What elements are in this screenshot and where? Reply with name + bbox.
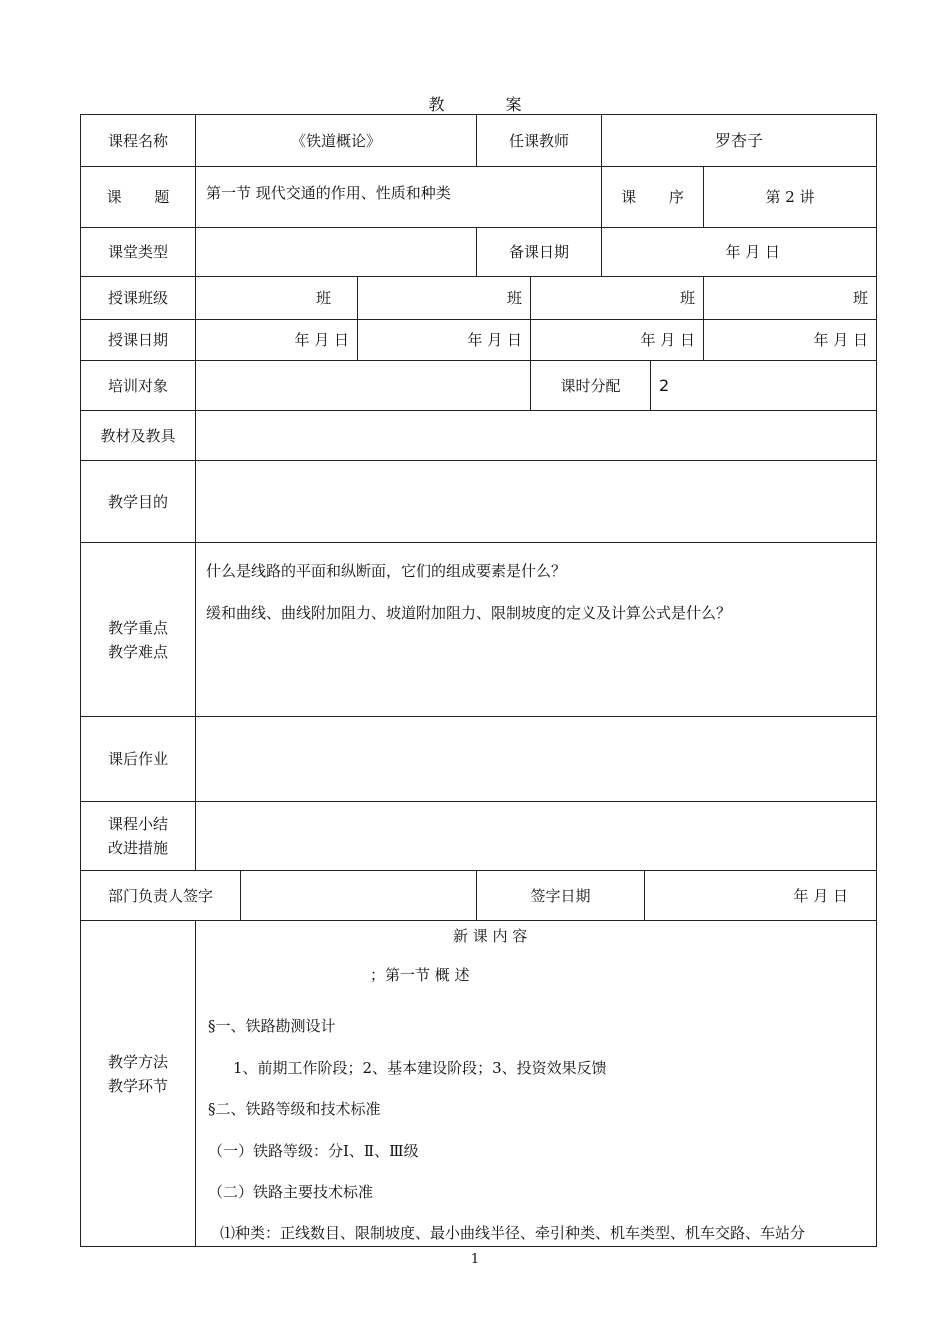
content-line: 1、前期工作阶段；2、基本建设阶段；3、投资效果反馈 — [233, 1059, 607, 1077]
content-line: §一、铁路勘测设计 — [208, 1017, 336, 1035]
hours-label: 课时分配 — [560, 376, 621, 395]
summary-value — [196, 802, 876, 870]
content-line: （二）铁路主要技术标准 — [208, 1183, 374, 1201]
page-number: 1 — [470, 1252, 480, 1267]
teacher-value: 罗杏子 — [714, 130, 763, 150]
content-line: §二、铁路等级和技术标准 — [208, 1100, 381, 1118]
signer-label: 部门负责人签字 — [107, 886, 213, 905]
rule — [876, 114, 877, 1247]
section-heading: ；第一节 概 述 — [370, 966, 470, 984]
sequence-label: 课 序 — [621, 188, 698, 206]
prep-date-label: 备课日期 — [508, 243, 569, 261]
teach-date-cell: 年 月 日 — [813, 331, 868, 349]
course-name-label: 课程名称 — [107, 131, 168, 150]
teach-date-cell: 年 月 日 — [640, 331, 695, 349]
class-cell: 班 — [315, 289, 331, 307]
sequence-value: 第 2 讲 — [765, 188, 815, 206]
key-point-line: 什么是线路的平面和纵断面，它们的组成要素是什么？ — [206, 562, 567, 580]
teach-date-cell: 年 月 日 — [294, 331, 349, 349]
objective-label: 教学目的 — [107, 492, 168, 511]
summary-label — [81, 802, 195, 870]
key-label-line: 教学重点 — [107, 618, 168, 637]
prep-date-value: 年 月 日 — [725, 243, 780, 261]
homework-label: 课后作业 — [107, 750, 168, 768]
sign-date-label: 签字日期 — [530, 886, 591, 905]
hours-value: 2 — [659, 375, 670, 395]
teacher-label: 任课教师 — [508, 131, 569, 150]
teach-date-label: 授课日期 — [107, 331, 168, 349]
materials-label: 教材及教具 — [100, 426, 176, 445]
rule — [80, 1246, 877, 1247]
key-point-line: 缓和曲线、曲线附加阻力、坡道附加阻力、限制坡度的定义及计算公式是什么？ — [206, 604, 732, 622]
signer-value — [241, 871, 476, 920]
document-title: 教 案 — [428, 95, 550, 114]
homework-value — [196, 717, 876, 801]
materials-value — [196, 411, 876, 460]
class-cell: 班 — [852, 289, 868, 307]
summary-label-line: 改进措施 — [107, 839, 168, 857]
content-line: （一）铁路等级：分Ⅰ、Ⅱ、Ⅲ级 — [208, 1142, 419, 1160]
course-name-value: 《铁道概论》 — [290, 131, 381, 150]
key-points-label — [81, 543, 195, 716]
method-label-line: 教学环节 — [107, 1076, 168, 1095]
rule — [80, 920, 877, 921]
class-cell: 班 — [679, 289, 695, 307]
trainee-value — [196, 361, 530, 410]
topic-value: 第一节 现代交通的作用、性质和种类 — [206, 184, 451, 202]
rule — [80, 542, 877, 543]
class-type-label: 课堂类型 — [107, 243, 168, 261]
teach-date-cell: 年 月 日 — [467, 331, 522, 349]
content-line: ⑴种类：正线数目、限制坡度、最小曲线半径、牵引种类、机车类型、机车交路、车站分 — [220, 1224, 806, 1242]
sign-date-value: 年 月 日 — [793, 886, 848, 905]
summary-label-line: 课程小结 — [107, 815, 168, 833]
class-type-value — [196, 228, 476, 276]
rule — [195, 920, 196, 1247]
objective-value — [196, 461, 876, 542]
method-label-line: 教学方法 — [107, 1052, 168, 1071]
class-label: 授课班级 — [107, 289, 168, 307]
key-label-line: 教学难点 — [107, 642, 168, 661]
content-heading: 新 课 内 容 — [453, 927, 528, 945]
class-cell: 班 — [506, 289, 522, 307]
method-label — [81, 921, 195, 1246]
topic-label: 课 题 — [106, 188, 184, 206]
trainee-label: 培训对象 — [107, 376, 168, 395]
